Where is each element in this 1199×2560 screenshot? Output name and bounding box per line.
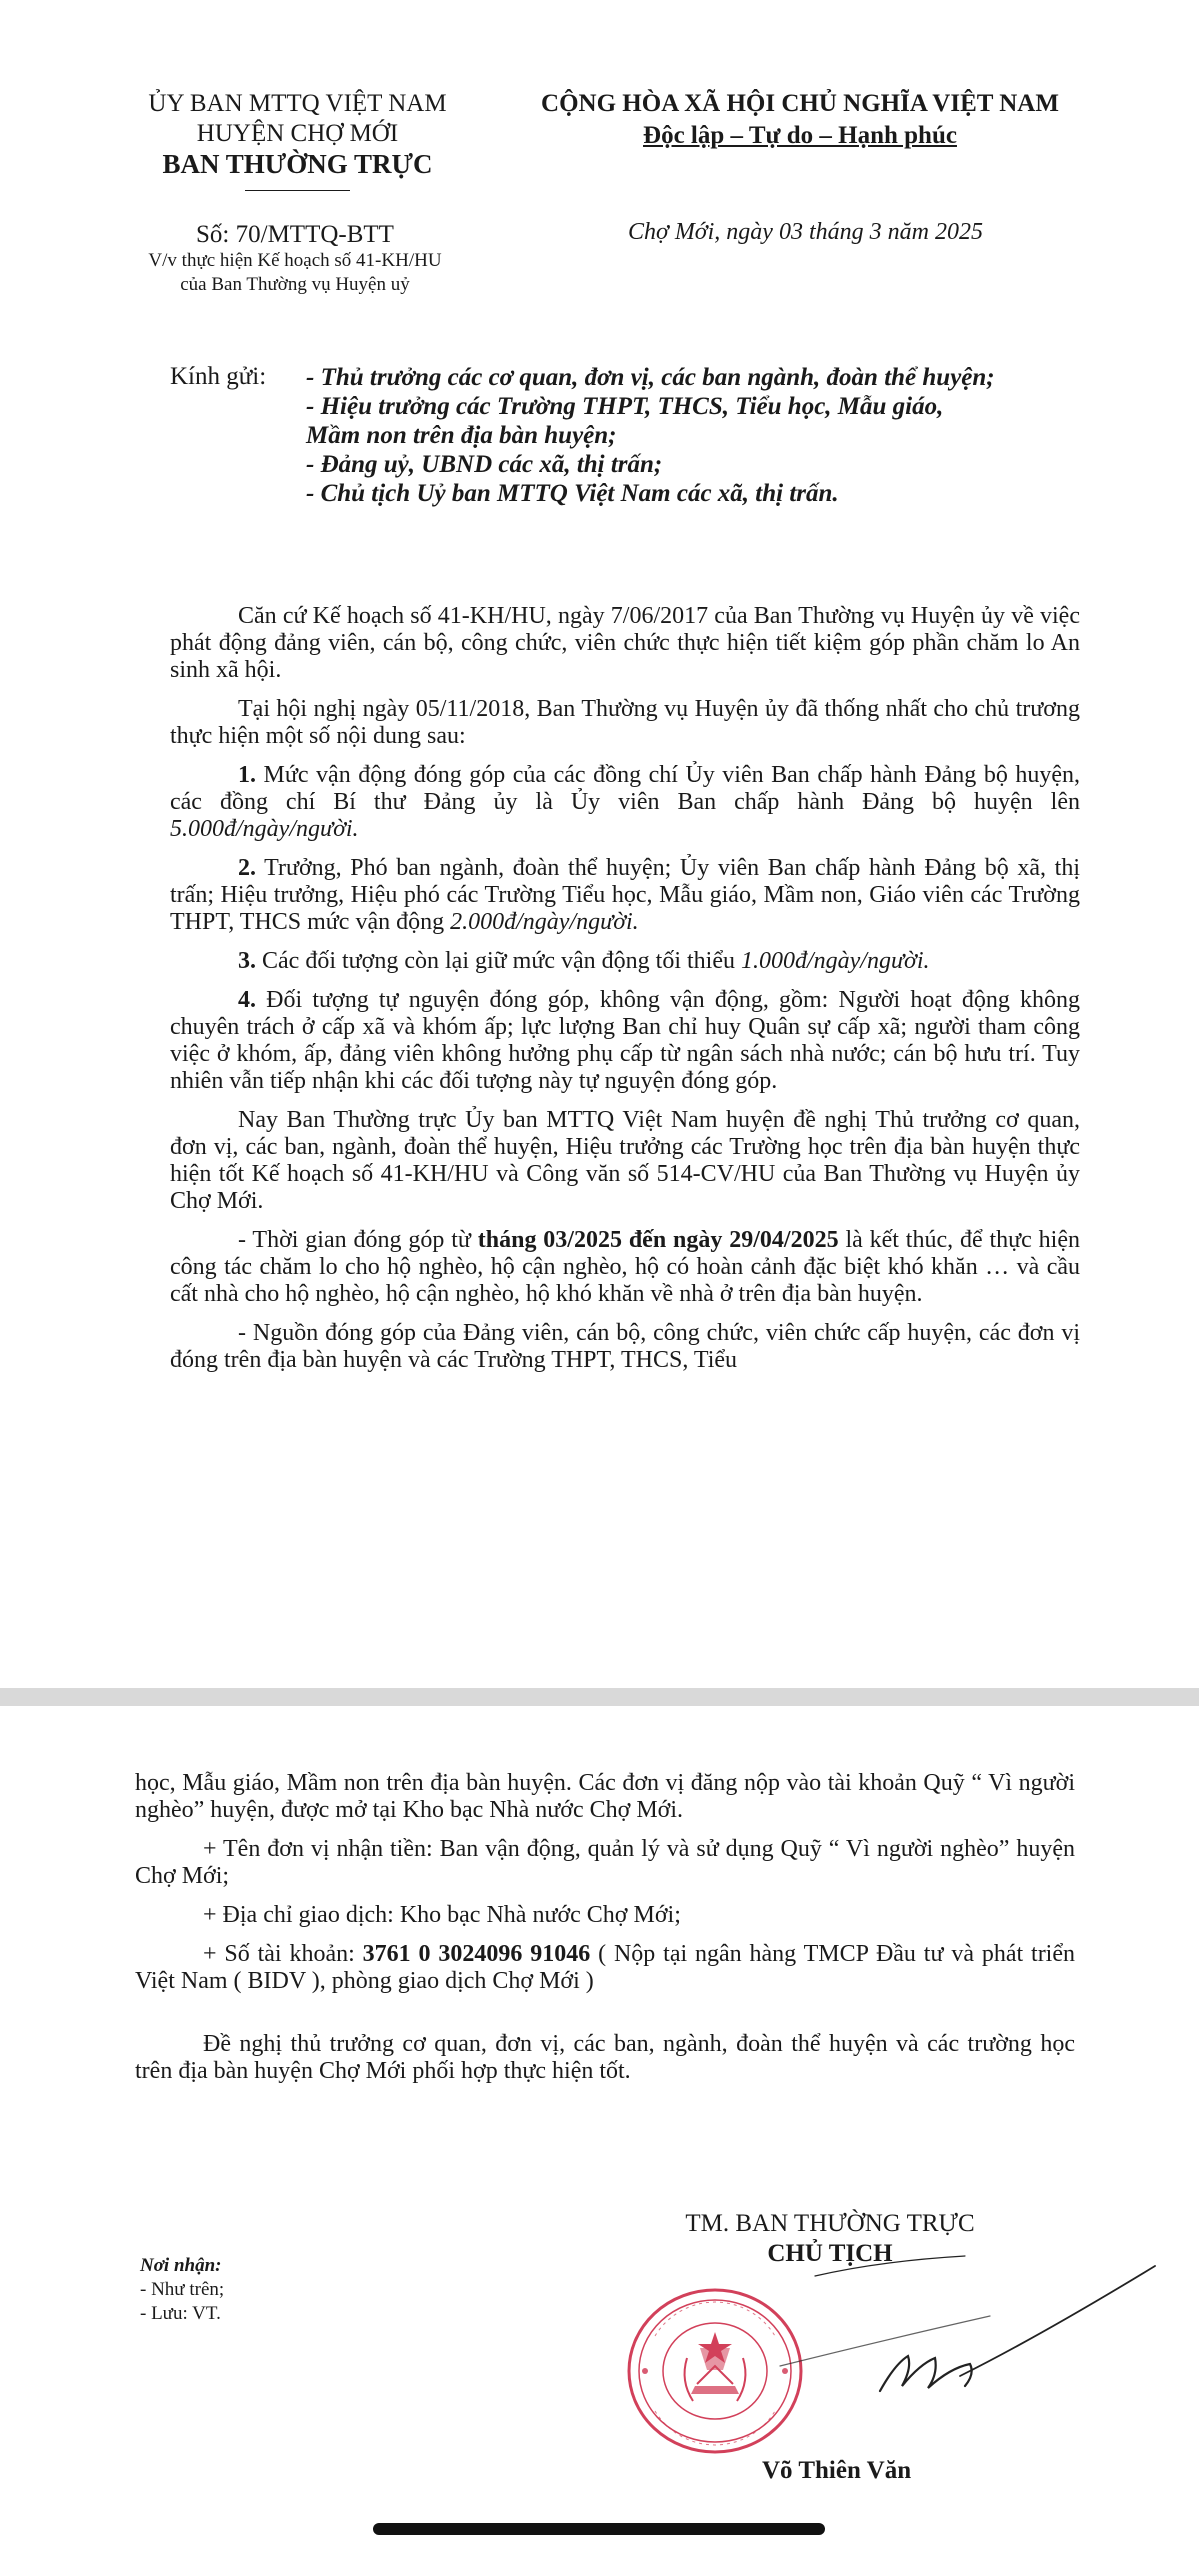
- distribution-label: Nơi nhận:: [140, 2255, 222, 2276]
- timeframe-bold: tháng 03/2025 đến ngày 29/04/2025: [477, 1227, 839, 1253]
- document-number: Số: 70/MTTQ-BTT: [196, 221, 394, 248]
- national-header: [520, 88, 1080, 152]
- handwritten-signature: [760, 2246, 1160, 2416]
- org-underline: [245, 190, 350, 191]
- item-number-2: 2.: [238, 855, 256, 881]
- item-text-2: Trưởng, Phó ban ngành, đoàn thể huyện; Ủy viên Ban chấp hành Đảng bộ xã, thị trấn; Hiệu trưởng, Hiệu phó các Trường Tiểu học, Mẫu giáo, Mầm non, Giáo viên các Trường THPT, THCS mức vận động: [170, 855, 1080, 935]
- place-date: Chợ Mới, ngày 03 tháng 3 năm 2025: [628, 219, 983, 245]
- recipients-list: [306, 363, 1126, 508]
- org-line-2: HUYỆN CHỢ MỚI: [196, 120, 399, 147]
- page-separator: [0, 1688, 1199, 1706]
- subject-line-2: của Ban Thường vụ Huyện uỷ: [180, 274, 410, 295]
- sign-title-2: CHỦ TỊCH: [767, 2240, 893, 2267]
- recipients-label: Kính gửi:: [170, 363, 267, 390]
- distribution-item-2: - Lưu: VT.: [140, 2303, 221, 2324]
- signer-name: Võ Thiên Văn: [762, 2457, 912, 2484]
- page2-address: + Địa chỉ giao dịch: Kho bạc Nhà nước Chợ Mới;: [203, 1902, 681, 1928]
- nation-motto: Độc lập – Tự do – Hạnh phúc: [643, 122, 957, 149]
- recipient-line-1: - Thủ trưởng các cơ quan, đơn vị, các ban ngành, đoàn thể huyện;: [306, 364, 995, 391]
- recipient-line-4: - Đảng uỷ, UBND các xã, thị trấn;: [306, 451, 663, 478]
- body-paragraph-1: Căn cứ Kế hoạch số 41-KH/HU, ngày 7/06/2017 của Ban Thường vụ Huyện ủy về việc phát động đảng viên, cán bộ, công chức, viên chức thực hiện tiết kiệm góp phần chăm lo An sinh xã hội.: [170, 603, 1080, 683]
- home-indicator-bar[interactable]: [373, 2523, 825, 2535]
- body-item-2: [170, 855, 1080, 936]
- item-amount-2: 2.000đ/ngày/người.: [450, 909, 639, 935]
- item-amount-1: 5.000đ/ngày/người.: [170, 816, 359, 842]
- account-number: 3761 0 3024096 91046: [362, 1941, 591, 1967]
- recipient-line-5: - Chủ tịch Uỷ ban MTTQ Việt Nam các xã, thị trấn.: [306, 480, 839, 507]
- item-text-4: Đối tượng tự nguyện đóng góp, không vận động, gồm: Người hoạt động không chuyên trách ở cấp xã và khóm ấp; lực lượng Ban chỉ huy Quân sự cấp xã; người tham công việc ở khóm, ấp, đảng viên không hưởng phụ cấp từ ngân sách nhà nước; cán bộ hưu trí. Tuy nhiên vẫn tiếp nhận khi các đối tượng này tự nguyện đóng góp.: [170, 987, 1080, 1094]
- body-item-1: [170, 762, 1080, 843]
- page2-content: [135, 1770, 1075, 2085]
- body-paragraph-7: Nay Ban Thường trực Ủy ban MTTQ Việt Nam huyện đề nghị Thủ trưởng cơ quan, đơn vị, các ban, ngành, đoàn thể huyện, Hiệu trưởng các Trường học trên địa bàn huyện thực hiện tốt Kế hoạch số 41-KH/HU và Công văn số 514-CV/HU của Ban Thường vụ Huyện ủy Chợ Mới.: [170, 1107, 1080, 1214]
- item-text-1: Mức vận động đóng góp của các đồng chí Ủy viên Ban chấp hành Đảng bộ huyện, các đồng chí Bí thư Đảng ủy là Ủy viên Ban chấp hành Đảng bộ huyện lên: [170, 762, 1080, 815]
- issuing-organization: [120, 88, 475, 180]
- sign-title-1: TM. BAN THƯỜNG TRỰC: [685, 2210, 975, 2237]
- org-line-1: ỦY BAN MTTQ VIỆT NAM: [148, 90, 447, 117]
- page2-recipient-name: + Tên đơn vị nhận tiền: Ban vận động, quản lý và sử dụng Quỹ “ Vì người nghèo” huyện Chợ Mới;: [135, 1836, 1075, 1889]
- body-paragraph-8: [170, 1227, 1080, 1308]
- distribution-list: [140, 2254, 224, 2326]
- body-item-4: [170, 987, 1080, 1095]
- page2-paragraph-1: học, Mẫu giáo, Mầm non trên địa bàn huyện. Các đơn vị đăng nộp vào tài khoản Quỹ “ Vì người nghèo” huyện, được mở tại Kho bạc Nhà nước Chợ Mới.: [135, 1770, 1075, 1823]
- item-number-3: 3.: [238, 948, 256, 974]
- body-item-3: [170, 948, 1080, 975]
- item-number-1: 1.: [238, 762, 256, 788]
- recipient-line-3: Mầm non trên địa bàn huyện;: [306, 422, 617, 449]
- timeframe-pre: - Thời gian đóng góp từ: [238, 1227, 478, 1253]
- org-line-3: BAN THƯỜNG TRỰC: [162, 149, 433, 179]
- subject-line-1: V/v thực hiện Kế hoạch số 41-KH/HU: [148, 250, 442, 271]
- body-paragraph-9: - Nguồn đóng góp của Đảng viên, cán bộ, công chức, viên chức cấp huyện, các đơn vị đóng trên địa bàn huyện và các Trường THPT, THCS, Tiểu: [170, 1320, 1080, 1373]
- nation-line-1: CỘNG HÒA XÃ HỘI CHỦ NGHĨA VIỆT NAM: [541, 90, 1059, 117]
- item-amount-3: 1.000đ/ngày/người.: [740, 948, 930, 974]
- timeframe-post: là kết thúc, để thực hiện công tác chăm lo cho hộ nghèo, hộ cận nghèo, hộ có hoàn cảnh đặc biệt khó khăn … và cầu cất nhà cho hộ nghèo, hộ cận nghèo, hộ khó khăn về nhà ở trên địa bàn huyện.: [170, 1227, 1081, 1307]
- document-subject: [95, 249, 495, 297]
- body-paragraph-2: Tại hội nghị ngày 05/11/2018, Ban Thường vụ Huyện ủy đã thống nhất cho chủ trương thực hiện một số nội dung sau:: [170, 696, 1080, 749]
- item-number-4: 4.: [238, 987, 256, 1013]
- distribution-item-1: - Như trên;: [140, 2279, 225, 2300]
- account-post: ( Nộp tại ngân hàng TMCP Đầu tư và phát triển Việt Nam ( BIDV ), phòng giao dịch Chợ Mới ): [135, 1941, 1076, 1994]
- account-pre: + Số tài khoản:: [203, 1941, 363, 1967]
- document-page-2: [0, 1706, 1199, 2560]
- page2-closing: Đề nghị thủ trưởng cơ quan, đơn vị, các ban, ngành, đoàn thể huyện và các trường học trên địa bàn huyện Chợ Mới phối hợp thực hiện tốt.: [135, 2031, 1075, 2084]
- page2-account: [135, 1941, 1075, 1995]
- item-text-3: Các đối tượng còn lại giữ mức vận động tối thiểu: [256, 948, 741, 974]
- recipient-line-2: - Hiệu trưởng các Trường THPT, THCS, Tiểu học, Mẫu giáo,: [306, 393, 944, 420]
- body-content: [170, 603, 1080, 1374]
